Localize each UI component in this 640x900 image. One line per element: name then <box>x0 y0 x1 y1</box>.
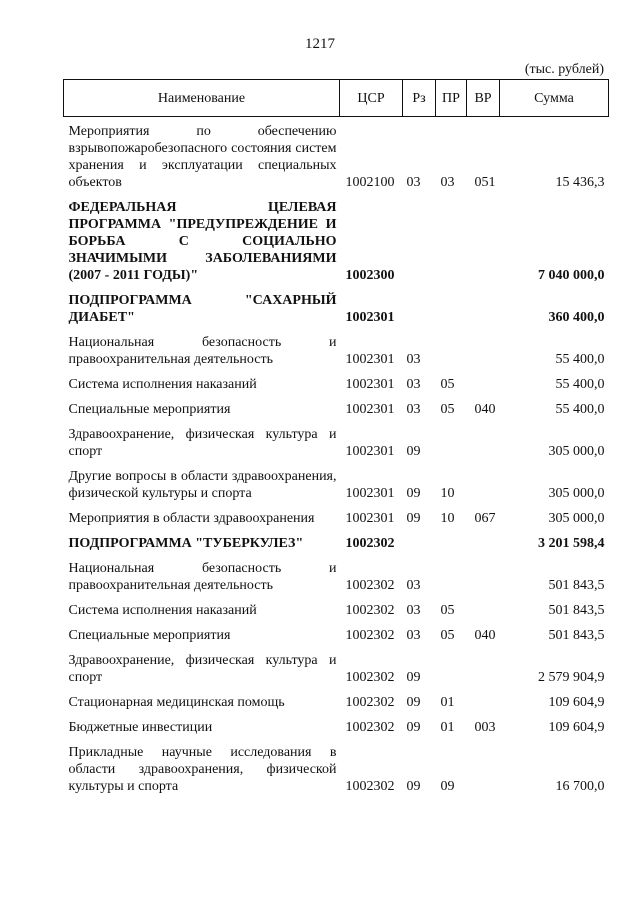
table-row <box>64 292 609 334</box>
row-name: Специальные мероприятия <box>68 628 231 643</box>
row-csr: 1002301 <box>345 486 395 501</box>
table-body <box>64 117 609 804</box>
row-csr: 1002302 <box>345 536 395 551</box>
row-rz: 09 <box>406 486 421 501</box>
row-csr: 1002301 <box>345 377 395 392</box>
row-csr: 1002301 <box>345 511 395 526</box>
row-pr: 01 <box>440 695 455 710</box>
header-csr: ЦСР <box>340 80 403 117</box>
row-vr <box>467 694 500 719</box>
row-rz: 03 <box>406 402 421 417</box>
row-name: Бюджетные инвестиции <box>68 720 213 735</box>
row-pr: 05 <box>440 377 455 392</box>
row-sum: 2 579 904,9 <box>538 670 605 685</box>
row-csr: 1002302 <box>345 578 395 593</box>
row-sum: 501 843,5 <box>548 628 605 643</box>
table-row <box>64 627 609 652</box>
table-row <box>64 602 609 627</box>
row-pr: 05 <box>440 628 455 643</box>
table-row <box>64 560 609 602</box>
row-rz: 03 <box>406 175 421 190</box>
row-vr <box>467 199 500 292</box>
row-csr: 1002302 <box>345 720 395 735</box>
row-pr <box>436 652 467 694</box>
row-vr: 051 <box>474 175 496 190</box>
row-rz: 03 <box>406 578 421 593</box>
row-rz: 03 <box>406 352 421 367</box>
row-csr: 1002301 <box>345 402 395 417</box>
row-vr: 040 <box>474 628 496 643</box>
row-name: Здравоохранение, физическая культура и спорт <box>68 653 337 685</box>
row-name: Национальная безопасность и правоохранительная деятельность <box>68 335 337 367</box>
row-rz <box>403 199 436 292</box>
row-name: ФЕДЕРАЛЬНАЯ ЦЕЛЕВАЯ ПРОГРАММА "ПРЕДУПРЕЖДЕНИЕ И БОРЬБА С СОЦИАЛЬНО ЗНАЧИМЫМИ ЗАБОЛЕВАНИЯМИ (2007 - 2011 ГОДЫ)" <box>68 200 337 283</box>
table-header <box>64 80 609 117</box>
row-csr: 1002302 <box>345 603 395 618</box>
row-csr: 1002301 <box>345 310 395 325</box>
row-name: Мероприятия по обеспечению взрывопожаробезопасного состояния систем хранения и эксплуатации специальных объектов <box>68 124 337 190</box>
row-name: Здравоохранение, физическая культура и спорт <box>68 427 337 459</box>
row-csr: 1002301 <box>345 352 395 367</box>
row-csr: 1002302 <box>345 779 395 794</box>
row-sum: 7 040 000,0 <box>538 268 605 283</box>
row-vr <box>467 334 500 376</box>
row-name: Система исполнения наказаний <box>68 377 257 392</box>
row-name: Национальная безопасность и правоохранительная деятельность <box>68 561 337 593</box>
page-number: 1217 <box>305 36 335 52</box>
row-vr <box>467 292 500 334</box>
table-row <box>64 719 609 744</box>
row-vr <box>467 535 500 560</box>
row-vr <box>467 652 500 694</box>
table-row <box>64 652 609 694</box>
row-csr: 1002302 <box>345 628 395 643</box>
row-vr: 003 <box>474 720 496 735</box>
table-row <box>64 535 609 560</box>
row-name: Система исполнения наказаний <box>68 603 257 618</box>
row-sum: 55 400,0 <box>555 352 605 367</box>
row-name: Стационарная медицинская помощь <box>68 695 285 710</box>
row-rz: 09 <box>406 511 421 526</box>
row-vr <box>467 602 500 627</box>
row-pr <box>436 292 467 334</box>
unit-note: (тыс. рублей) <box>524 62 604 77</box>
table-row <box>64 334 609 376</box>
row-rz: 03 <box>406 377 421 392</box>
row-vr <box>467 560 500 602</box>
row-pr <box>436 535 467 560</box>
table-row <box>64 468 609 510</box>
row-pr: 05 <box>440 402 455 417</box>
row-sum: 305 000,0 <box>548 486 605 501</box>
row-sum: 305 000,0 <box>548 444 605 459</box>
table-row <box>64 510 609 535</box>
row-rz <box>403 292 436 334</box>
row-vr <box>467 426 500 468</box>
row-sum: 55 400,0 <box>555 377 605 392</box>
row-sum: 16 700,0 <box>555 779 605 794</box>
budget-table <box>63 79 609 803</box>
row-sum: 55 400,0 <box>555 402 605 417</box>
row-rz: 09 <box>406 695 421 710</box>
row-rz: 09 <box>406 670 421 685</box>
row-csr: 1002302 <box>345 670 395 685</box>
table-row <box>64 744 609 803</box>
row-sum: 109 604,9 <box>548 695 605 710</box>
row-csr: 1002301 <box>345 444 395 459</box>
row-name: Другие вопросы в области здравоохранения, физической культуры и спорта <box>68 469 337 501</box>
table-row <box>64 199 609 292</box>
table-row <box>64 117 609 200</box>
row-csr: 1002300 <box>345 268 395 283</box>
row-rz: 09 <box>406 779 421 794</box>
row-csr: 1002302 <box>345 695 395 710</box>
row-pr: 05 <box>440 603 455 618</box>
table-row <box>64 694 609 719</box>
table-row <box>64 426 609 468</box>
row-sum: 501 843,5 <box>548 603 605 618</box>
row-pr <box>436 199 467 292</box>
header-sum: Сумма <box>500 80 609 117</box>
header-rz: Рз <box>403 80 436 117</box>
row-vr: 067 <box>474 511 496 526</box>
row-rz: 09 <box>406 444 421 459</box>
table-row <box>64 401 609 426</box>
row-name: Прикладные научные исследования в области здравоохранения, физической культуры и спорта <box>68 745 337 794</box>
row-pr: 10 <box>440 511 455 526</box>
row-sum: 3 201 598,4 <box>538 536 605 551</box>
row-name: ПОДПРОГРАММА "ТУБЕРКУЛЕЗ" <box>68 536 304 551</box>
row-pr <box>436 426 467 468</box>
row-rz <box>403 535 436 560</box>
row-rz: 03 <box>406 603 421 618</box>
table-row <box>64 376 609 401</box>
header-pr: ПР <box>436 80 467 117</box>
row-pr: 09 <box>440 779 455 794</box>
row-pr <box>436 560 467 602</box>
row-sum: 305 000,0 <box>548 511 605 526</box>
header-name: Наименование <box>64 80 340 117</box>
row-name: Специальные мероприятия <box>68 402 231 417</box>
row-rz: 09 <box>406 720 421 735</box>
row-pr: 10 <box>440 486 455 501</box>
row-pr: 03 <box>440 175 455 190</box>
row-vr <box>467 376 500 401</box>
row-name: Мероприятия в области здравоохранения <box>68 511 315 526</box>
row-rz: 03 <box>406 628 421 643</box>
row-vr <box>467 744 500 803</box>
row-name: ПОДПРОГРАММА "САХАРНЫЙ ДИАБЕТ" <box>68 293 337 325</box>
row-sum: 109 604,9 <box>548 720 605 735</box>
row-pr: 01 <box>440 720 455 735</box>
row-sum: 501 843,5 <box>548 578 605 593</box>
row-sum: 360 400,0 <box>548 310 605 325</box>
row-vr: 040 <box>474 402 496 417</box>
row-vr <box>467 468 500 510</box>
row-pr <box>436 334 467 376</box>
header-vr: ВР <box>467 80 500 117</box>
row-sum: 15 436,3 <box>555 175 605 190</box>
row-csr: 1002100 <box>345 175 395 190</box>
